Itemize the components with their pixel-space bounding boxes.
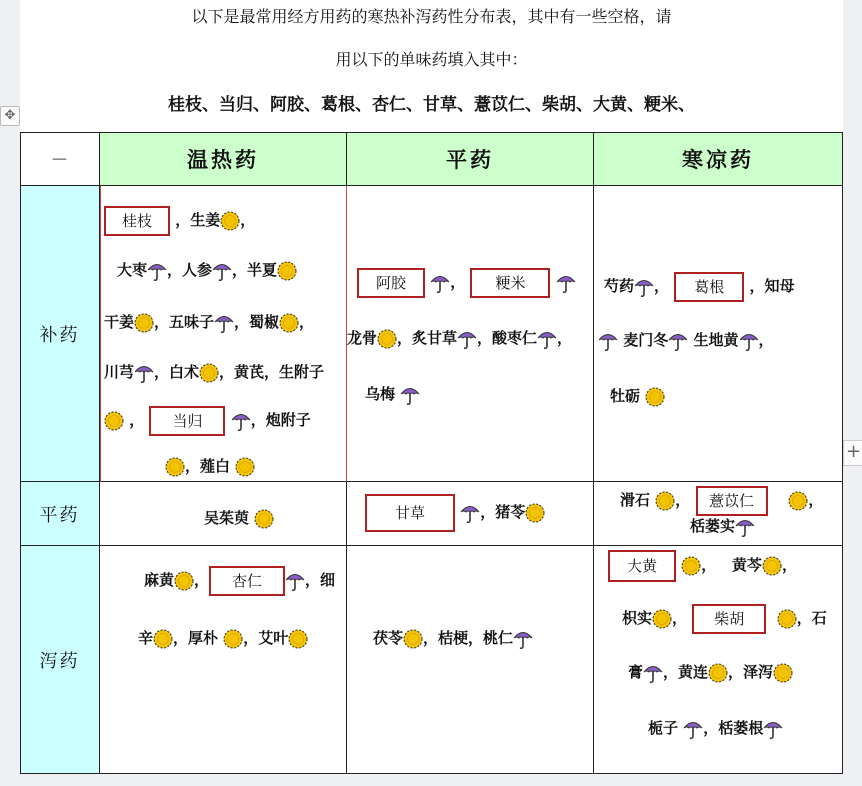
herb-shengdihuang: 生地黄 [693,331,739,349]
sun-flower-icon [104,410,124,432]
sun-flower-icon [199,362,219,384]
page-margin-bottom [0,774,862,786]
row-header-neutral: 平药 [20,482,100,546]
herb-ganjiang: 干姜 [104,313,135,331]
umbrella-mushroom-icon [285,570,305,592]
sun-flower-icon [681,555,701,577]
herb-xin: 辛 [138,629,154,647]
col-header-neutral: 平药 [347,132,594,186]
sun-flower-icon [277,260,297,282]
umbrella-mushroom-icon [134,362,154,384]
umbrella-mushroom-icon [634,276,654,298]
herb-huangqi: ，黄芪，生附子 [219,363,325,381]
herb-gualoushi: 栝蒌实 [690,517,736,535]
comma: ， [808,491,824,509]
comma: ， [557,329,573,347]
sun-flower-icon [134,312,154,334]
sun-flower-icon [525,502,545,524]
sun-flower-icon [235,456,255,478]
sun-flower-icon [645,386,665,408]
herb-gualougen: ，栝蒌根 [703,719,764,737]
umbrella-mushroom-icon [457,328,477,350]
cell-purge-cool [594,546,843,774]
herb-zexie: ，泽泻 [728,663,774,681]
row-header-tonify: 补药 [20,186,100,482]
filled-box-ejiao[interactable]: 阿胶 [357,268,425,298]
herb-shi: ，石 [796,609,827,627]
sun-flower-icon [174,570,194,592]
sun-flower-icon [777,608,797,630]
sun-flower-icon [773,662,793,684]
herb-baizhu: ，白术 [154,363,200,381]
filled-box-danggui[interactable]: 当归 [149,406,225,436]
herb-fuling: 茯苓 [373,629,404,647]
sun-flower-icon [254,508,274,530]
filled-box-dahuang[interactable]: 大黄 [608,550,676,582]
umbrella-mushroom-icon [735,516,755,538]
sun-flower-icon [377,328,397,350]
herb-zhuling: ，猪苓 [480,503,526,521]
umbrella-mushroom-icon [537,328,557,350]
herb-renshen: ，人参 [167,261,213,279]
sun-flower-icon [652,608,672,630]
umbrella-mushroom-icon [212,260,232,282]
herb-wuweizi: ，五味子 [154,313,215,331]
add-column-button[interactable]: + [843,440,862,466]
comma: ， [758,331,774,349]
filled-box-gancao[interactable]: 甘草 [365,494,455,532]
herb-huangqin: 黄芩 [731,556,762,574]
herb-wuzhuyu: 吴茱萸 [204,509,250,527]
sun-flower-icon [708,662,728,684]
col-header-warm: 温热药 [100,132,347,186]
herb-maimendong: 麦门冬 [623,331,669,349]
sun-flower-icon [403,628,423,650]
cell-tonify-cool [594,186,843,482]
herb-shaoyao: 芍药 [604,277,635,295]
sun-flower-icon [220,210,240,232]
umbrella-mushroom-icon [763,718,783,740]
herb-aiye: ，艾叶 [243,629,289,647]
cell-tonify-warm [100,186,347,482]
sun-flower-icon [762,555,782,577]
filled-box-jingmi[interactable]: 粳米 [470,268,550,298]
herb-huanglian: ，黄连 [663,663,709,681]
herb-longgu: 龙骨 [347,329,378,347]
cell-tonify-neutral [347,186,594,482]
comma: ， [240,211,256,229]
comma: ， [675,491,691,509]
table-corner-cell: － [20,132,100,186]
comma: ， [299,313,315,331]
umbrella-mushroom-icon [214,312,234,334]
col-header-cool: 寒凉药 [594,132,843,186]
umbrella-mushroom-icon [643,662,663,684]
herb-zhishi: 枳实 [622,609,653,627]
herb-taoren: 桃仁 [483,629,514,647]
filled-box-yiyiren[interactable]: 薏苡仁 [696,486,768,516]
comma: ， [185,457,201,475]
herb-gao: 膏 [628,663,644,681]
comma: ， [450,273,466,291]
comma: ， [654,277,670,295]
herb-xi: ，细 [305,571,336,589]
herb-houpo: ，厚朴 [173,629,219,647]
herb-paofuzi: ，炮附子 [250,411,311,429]
filled-box-gegen[interactable]: 葛根 [674,272,744,302]
umbrella-mushroom-icon [231,410,251,432]
comma: ， [194,571,210,589]
sun-flower-icon [788,490,808,512]
herb-zhigancao: ，炙甘草 [397,329,458,347]
umbrella-mushroom-icon [556,272,576,294]
cell-neutral-cool [594,482,843,546]
sun-flower-icon [655,490,675,512]
umbrella-mushroom-icon [513,628,533,650]
filled-box-chaihu[interactable]: 柴胡 [692,604,766,634]
sun-flower-icon [279,312,299,334]
herb-zhizi: 栀子 [648,719,679,737]
herb-mahuang: 麻黄 [144,571,175,589]
herb-muli: 牡砺 [610,387,641,405]
herb-zhimu: ，知母 [749,277,795,295]
intro-herb-list: 桂枝、当归、阿胶、葛根、杏仁、甘草、薏苡仁、柴胡、大黄、粳米、 [168,95,695,115]
cell-purge-warm [100,546,347,774]
sun-flower-icon [153,628,173,650]
herb-jiegeng: ，桔梗， [423,629,484,647]
sun-flower-icon [288,628,308,650]
comma: ， [701,556,717,574]
herb-dazao: 大枣 [117,261,148,279]
comma: ， [672,609,688,627]
row-header-purge: 泻药 [20,546,100,774]
cell-neutral-warm [100,482,347,546]
umbrella-mushroom-icon [147,260,167,282]
comma: ， [781,556,797,574]
herb-shujiao: ，蜀椒 [234,313,280,331]
umbrella-mushroom-icon [739,330,759,352]
intro-line-2: 用以下的单味药填入其中： [335,50,528,69]
herb-property-table [20,132,843,774]
umbrella-mushroom-icon [400,384,420,406]
herb-wumei: 乌梅 [365,385,396,403]
cell-neutral-neutral [347,482,594,546]
herb-xiebai: 薤白 [200,457,231,475]
sun-flower-icon [165,456,185,478]
umbrella-mushroom-icon [598,330,618,352]
filled-box-guizhi[interactable]: 桂枝 [104,206,170,236]
umbrella-mushroom-icon [460,502,480,524]
page-margin-right [843,0,862,786]
umbrella-mushroom-icon [683,718,703,740]
herb-banxia: ，半夏 [232,261,278,279]
herb-shengjiang: ，生姜 [175,211,221,229]
table-move-handle[interactable]: ✥ [0,106,20,126]
sun-flower-icon [223,628,243,650]
comma: ， [129,411,145,429]
filled-box-xingren[interactable]: 杏仁 [209,566,285,596]
umbrella-mushroom-icon [668,330,688,352]
umbrella-mushroom-icon [430,272,450,294]
cell-purge-neutral [347,546,594,774]
intro-line-1: 以下是最常用经方用药的寒热补泻药性分布表，其中有一些空格，请 [191,7,672,26]
herb-suanzaoren: ，酸枣仁 [477,329,538,347]
herb-huashi: 滑石 [620,491,651,509]
herb-chuanxiong: 川芎 [104,363,135,381]
